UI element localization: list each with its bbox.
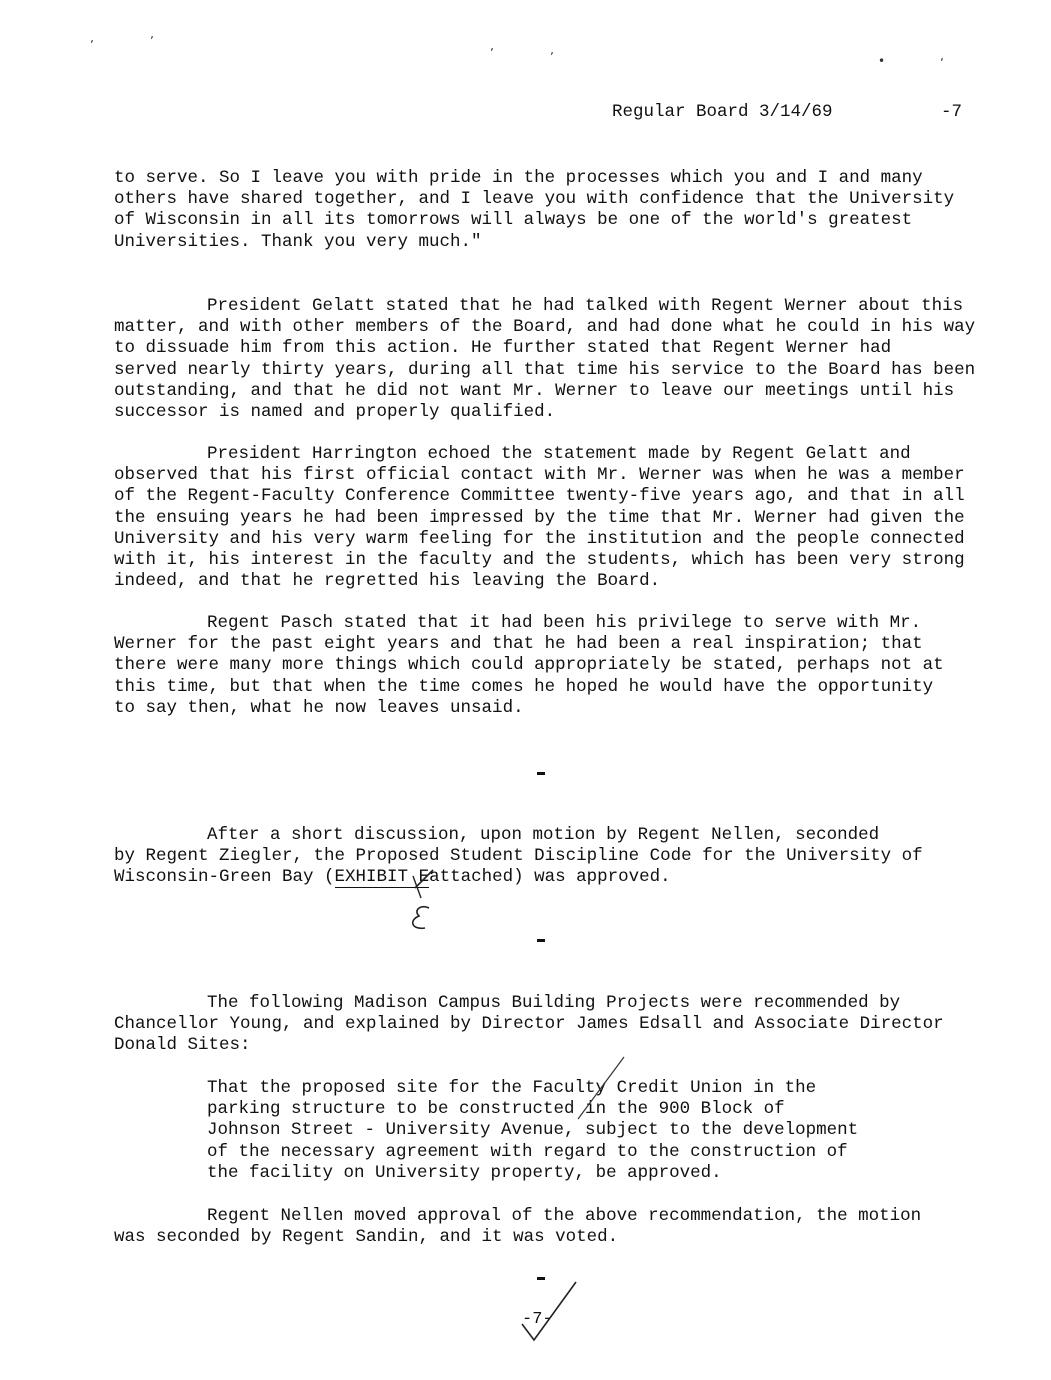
- scan-mark: ʼ: [90, 38, 94, 52]
- text-line: After a short discussion, upon motion by Regent Nellen, seconded: [207, 825, 880, 845]
- text-line: President Harrington echoed the statement made by Regent Gelatt and: [207, 444, 911, 464]
- check-mark: [560, 1055, 630, 1125]
- text-line: there were many more things which could appropriately be stated, perhaps not at: [114, 655, 944, 676]
- text-line: indeed, and that he regretted his leaving the Board.: [114, 571, 661, 592]
- text-line: to say then, what he now leaves unsaid.: [114, 697, 524, 718]
- paragraph-pasch: [114, 613, 994, 719]
- text-line: Donald Sites:: [114, 1035, 251, 1056]
- text-line: That the proposed site for the Faculty Credit Union in the: [207, 1078, 817, 1098]
- scan-mark: ʼ: [150, 34, 154, 48]
- text-line: [114, 867, 994, 888]
- text-line: this time, but that when the time comes he hoped he would have the opportunity: [114, 676, 934, 697]
- text-line: by Regent Ziegler, the Proposed Student Discipline Code for the University of: [114, 846, 923, 867]
- text-line: with it, his interest in the faculty and the students, which has been very strong: [114, 550, 965, 571]
- text-line: of the necessary agreement with regard to the construction of: [207, 1141, 848, 1162]
- recommendation-block: [207, 1078, 907, 1184]
- paragraph-approval: [114, 1206, 994, 1248]
- paragraph-gelatt: [114, 296, 994, 423]
- text-line: parking structure to be constructed in the 900 Block of: [207, 1099, 785, 1120]
- text-line: observed that his first official contact with Mr. Werner was when he was a member: [114, 465, 965, 486]
- footer-page-mark: -7-: [522, 1310, 553, 1329]
- paragraph-closing-remarks: [114, 168, 994, 253]
- exhibit-label: EXHIBIT: [334, 867, 409, 888]
- text-line: matter, and with other members of the Board, and had done what he could in his way: [114, 317, 976, 338]
- text-line: was seconded by Regent Sandin, and it was voted.: [114, 1227, 619, 1248]
- header-title: Regular Board 3/14/69: [612, 102, 833, 122]
- scan-mark: •: [878, 54, 886, 68]
- paragraph-building-projects: [114, 993, 994, 1057]
- text-line: University and his very warm feeling for the institution and the people connected: [114, 528, 965, 549]
- text-line: outstanding, and that he did not want Mr. Werner to leave our meetings until his: [114, 380, 955, 401]
- page-header: [612, 102, 962, 122]
- text-line: to dissuade him from this action. He further stated that Regent Werner had: [114, 338, 892, 359]
- section-separator: [537, 772, 545, 775]
- text-fragment: Wisconsin-Green Bay (: [114, 867, 335, 888]
- text-line: the facility on University property, be approved.: [207, 1162, 722, 1183]
- text-line: the ensuing years he had been impressed by the time that Mr. Werner had given the: [114, 507, 965, 528]
- text-line: served nearly thirty years, during all that time his service to the Board has been: [114, 359, 976, 380]
- paragraph-harrington: [114, 444, 994, 592]
- section-separator: [537, 939, 545, 942]
- text-line: Regent Pasch stated that it had been his privilege to serve with Mr.: [207, 613, 922, 633]
- paragraph-discipline-code: [114, 825, 994, 889]
- text-line: others have shared together, and I leave you with confidence that the University: [114, 189, 955, 210]
- header-page-number: -7: [940, 102, 962, 122]
- text-line: to serve. So I leave you with pride in the processes which you and I and many: [114, 168, 923, 188]
- text-line: Werner for the past eight years and that he had been a real inspiration; that: [114, 634, 923, 655]
- text-line: Chancellor Young, and explained by Director James Edsall and Associate Director: [114, 1014, 944, 1035]
- text-line: President Gelatt stated that he had talked with Regent Werner about this: [207, 296, 964, 316]
- check-mark: [518, 1280, 588, 1350]
- text-line: Regent Nellen moved approval of the above recommendation, the motion: [207, 1206, 922, 1226]
- text-line: The following Madison Campus Building Projects were recommended by: [207, 993, 901, 1013]
- scan-mark: ʼ: [490, 46, 494, 60]
- handwritten-correction-mark: [395, 868, 455, 938]
- scan-mark: ʼ: [940, 56, 944, 70]
- text-line: of the Regent-Faculty Conference Committee twenty-five years ago, and that in all: [114, 486, 965, 507]
- scan-mark: ʼ: [550, 50, 554, 64]
- text-line: Universities. Thank you very much.": [114, 231, 482, 252]
- text-line: of Wisconsin in all its tomorrows will always be one of the world's greatest: [114, 210, 913, 231]
- text-line: successor is named and properly qualified.: [114, 402, 556, 423]
- text-fragment: attached) was approved.: [429, 867, 671, 888]
- text-line: Johnson Street - University Avenue, subject to the development: [207, 1120, 859, 1141]
- exhibit-letter: E: [418, 867, 430, 888]
